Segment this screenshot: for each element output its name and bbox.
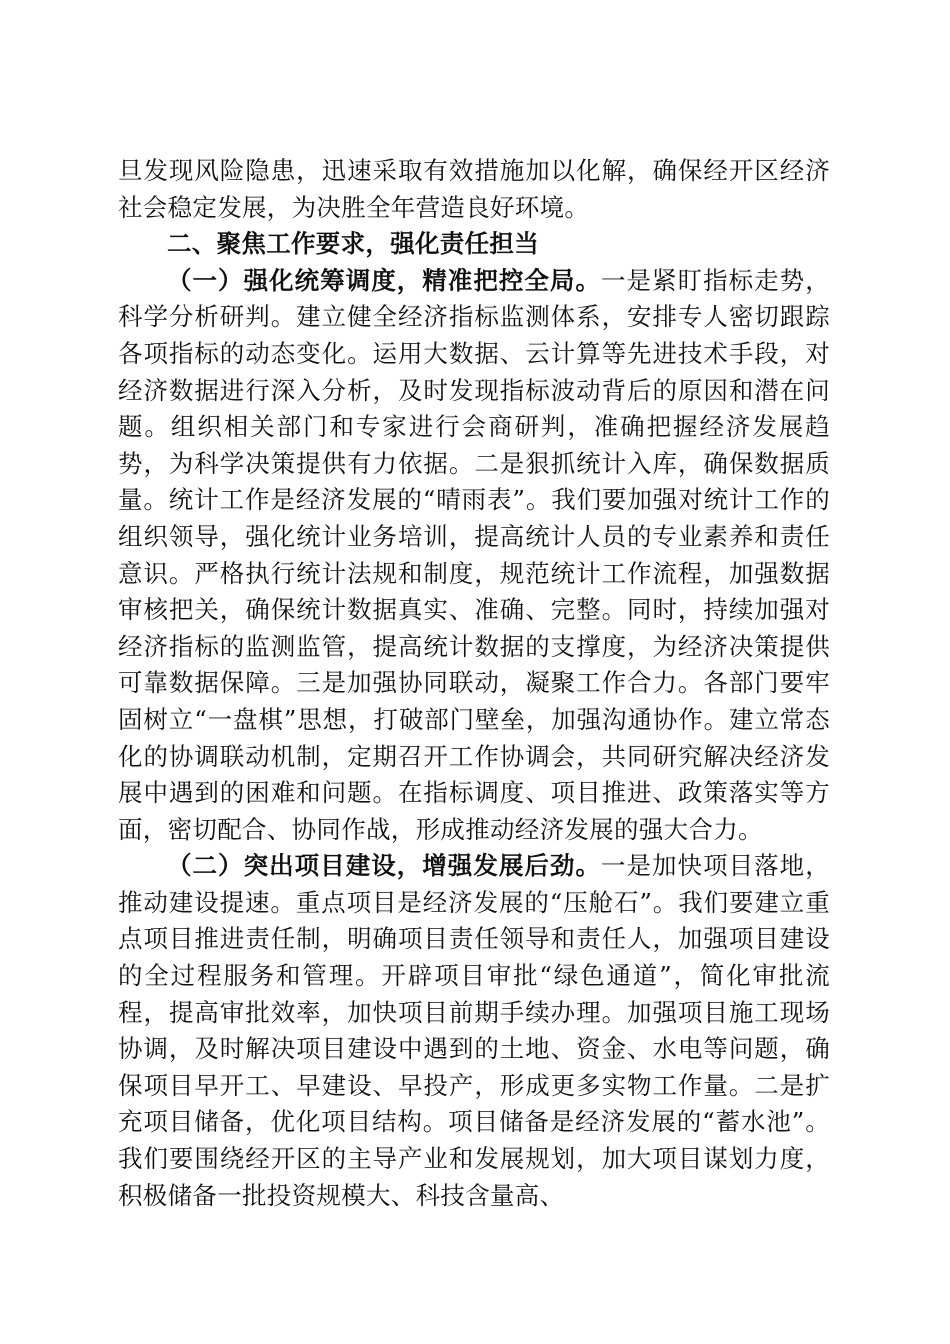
document-body (118, 153, 830, 1214)
paragraph-lead: （二）突出项目建设，增强发展后劲。 (167, 851, 601, 881)
paragraph-lead: （一）强化统筹调度，精准把控全局。 (167, 265, 601, 295)
paragraph-continuation: 旦发现风险隐患，迅速采取有效措施加以化解，确保经开区经济社会稳定发展，为决胜全年营造良好环境。 (118, 156, 830, 222)
paragraph-section-1 (118, 263, 830, 849)
paragraph-section-2 (118, 848, 830, 1214)
paragraph-text: 一是紧盯指标走势，科学分析研判。建立健全经济指标监测体系，安排专人密切跟踪各项指标的动态变化。运用大数据、云计算等先进技术手段，对经济数据进行深入分析，及时发现指标波动背后的原因和潜在问题。组织相关部门和专家进行会商研判，准确把握经济发展趋势，为科学决策提供有力依据。二是狠抓统计入库，确保数据质量。统计工作是经济发展的“晴雨表”。我们要加强对统计工作的组织领导，强化统计业务培训，提高统计人员的专业素养和责任意识。严格执行统计法规和制度，规范统计工作流程，加强数据审核把关，确保统计数据真实、准确、完整。同时，持续加强对经济指标的监测监管，提高统计数据的支撑度，为经济决策提供可靠数据保障。三是加强协同联动，凝聚工作合力。各部门要牢固树立“一盘棋”思想，打破部门壁垒，加强沟通协作。建立常态化的协调联动机制，定期召开工作协调会，共同研究解决经济发展中遇到的困难和问题。在指标调度、项目推进、政策落实等方面，密切配合、协同作战，形成推动经济发展的强大合力。 (118, 265, 830, 844)
paragraph-text: 一是加快项目落地，推动建设提速。重点项目是经济发展的“压舱石”。我们要建立重点项目推进责任制，明确项目责任领导和责任人，加强项目建设的全过程服务和管理。开辟项目审批“绿色通道”，简化审批流程，提高审批效率，加快项目前期手续办理。加强项目施工现场协调，及时解决项目建设中遇到的土地、资金、水电等问题，确保项目早开工、早建设、早投产，形成更多实物工作量。二是扩充项目储备，优化项目结构。项目储备是经济发展的“蓄水池”。我们要围绕经开区的主导产业和发展规划，加大项目谋划力度，积极储备一批投资规模大、科技含量高、 (118, 851, 830, 1210)
section-heading: 二、聚焦工作要求，强化责任担当 (167, 229, 539, 259)
